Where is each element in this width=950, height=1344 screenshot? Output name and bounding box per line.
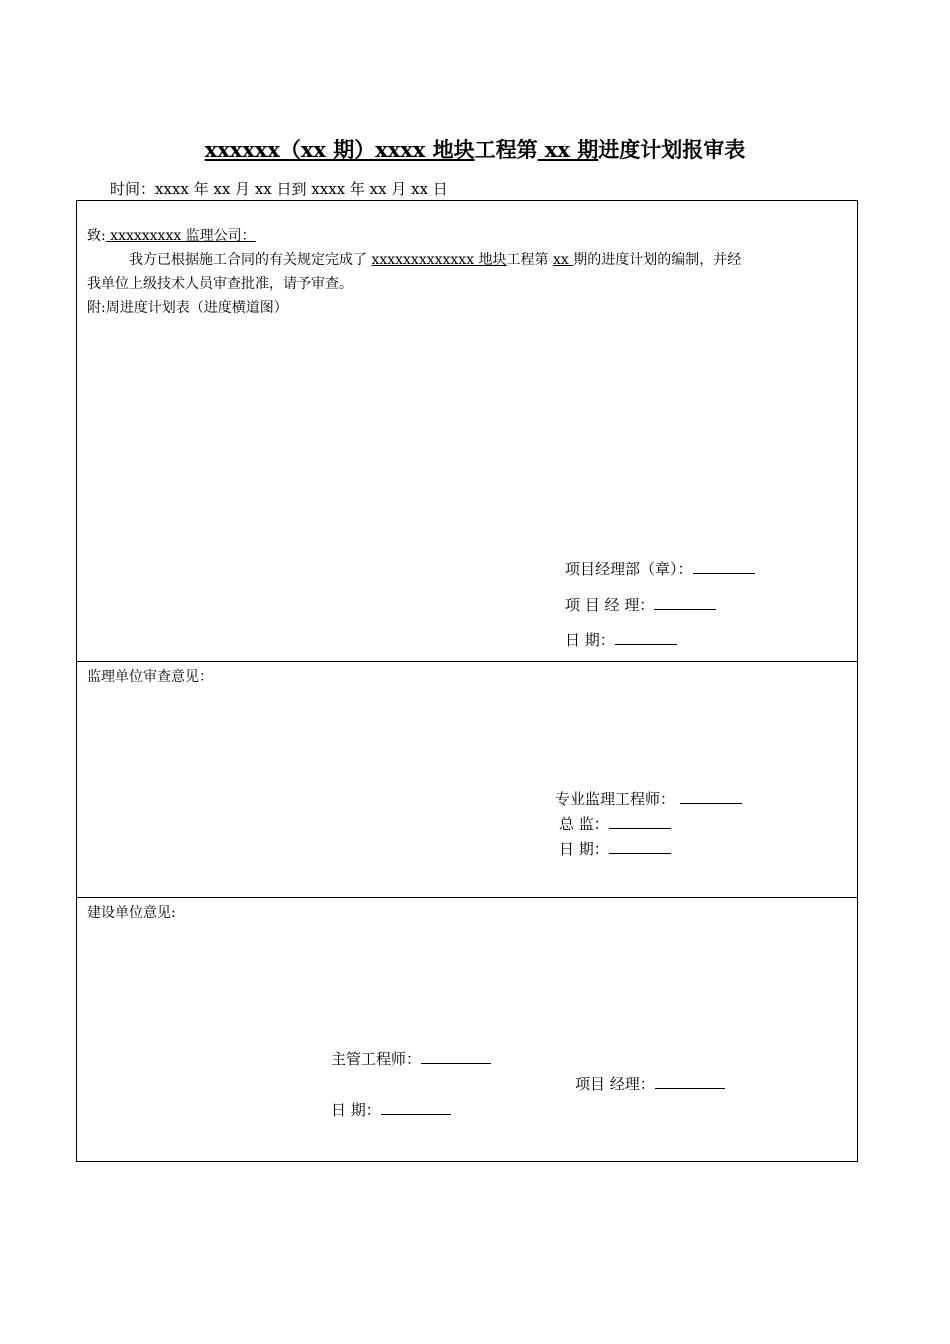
owner-date-label: 日 期：	[331, 1101, 381, 1119]
supervisor-engineer-row	[555, 789, 742, 809]
title-mid: 工程第	[474, 137, 538, 162]
time-range: 时间：xxxx 年 xx 月 xx 日到 xxxx 年 xx 月 xx 日	[110, 180, 448, 198]
title-project: xxxxxx（xx 期）xxxx 地块	[204, 137, 475, 162]
supervisor-date-row	[559, 839, 671, 859]
supervisor-engineer-blank[interactable]	[680, 789, 742, 804]
owner-heading: 建设单位意见:	[87, 905, 176, 921]
owner-date-row	[331, 1100, 451, 1120]
owner-engineer-label: 主管工程师：	[331, 1050, 422, 1068]
supervisor-date-label: 日 期：	[559, 840, 609, 858]
statement-line-1	[129, 250, 741, 270]
sign-dept-row	[565, 559, 755, 579]
sign-manager-row	[565, 595, 716, 615]
addressee-company: xxxxxxxxx 监理公司：	[105, 228, 256, 244]
owner-manager-blank[interactable]	[655, 1074, 725, 1089]
owner-date-blank[interactable]	[381, 1100, 451, 1115]
owner-engineer-blank[interactable]	[421, 1049, 491, 1064]
statement-line-2: 我单位上级技术人员审查批准，请予审查。	[87, 276, 353, 292]
sign-date-row	[565, 630, 677, 650]
supervisor-section	[77, 662, 857, 898]
statement-text-b: 工程第	[506, 252, 553, 268]
sign-date-label: 日 期：	[565, 631, 615, 649]
statement-project: xxxxxxxxxxxxx 地块	[371, 252, 507, 268]
supervisor-chief-blank[interactable]	[609, 814, 671, 829]
contractor-section	[77, 201, 857, 662]
sign-manager-blank[interactable]	[654, 595, 716, 610]
addressee-line	[87, 226, 256, 246]
owner-section	[77, 898, 857, 1161]
sign-date-blank[interactable]	[615, 630, 677, 645]
supervisor-date-blank[interactable]	[609, 839, 671, 854]
supervisor-chief-row	[559, 814, 671, 834]
owner-engineer-row	[331, 1049, 491, 1069]
owner-manager-row	[575, 1074, 725, 1094]
addressee-label: 致:	[87, 228, 106, 244]
statement-period: xx	[553, 252, 574, 268]
page-title	[0, 134, 950, 164]
supervisor-heading: 监理单位审查意见：	[87, 669, 213, 685]
sign-dept-blank[interactable]	[693, 559, 755, 574]
sign-dept-label: 项目经理部（章）：	[565, 560, 693, 578]
attachment-note: 附:周进度计划表（进度横道图）	[87, 300, 288, 316]
supervisor-engineer-label: 专业监理工程师：	[555, 790, 676, 808]
statement-text-a: 我方已根据施工合同的有关规定完成了	[129, 252, 372, 268]
approval-form-table	[76, 200, 858, 1162]
owner-manager-label: 项目 经理：	[575, 1075, 655, 1093]
title-period: xx 期	[537, 137, 599, 162]
title-end: 进度计划报审表	[598, 137, 746, 162]
statement-text-c: 期的进度计划的编制，并经	[573, 252, 742, 268]
sign-manager-label: 项 目 经 理：	[565, 596, 655, 614]
supervisor-chief-label: 总 监：	[559, 815, 609, 833]
